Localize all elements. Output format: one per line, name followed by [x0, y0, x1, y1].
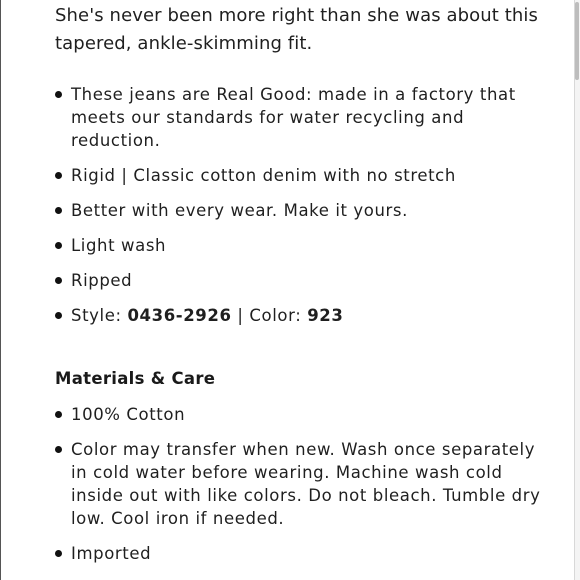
scrollbar-thumb[interactable] [575, 2, 579, 80]
bullet-icon [55, 242, 62, 249]
list-item [55, 542, 555, 565]
bullet-icon [55, 446, 62, 453]
color-label: Color: [249, 306, 308, 325]
feature-text: Ripped [71, 271, 133, 290]
color-number: 923 [307, 306, 344, 325]
bullet-icon [55, 312, 62, 319]
bullet-icon [55, 277, 62, 284]
list-item [55, 164, 555, 187]
list-item [55, 199, 555, 222]
bullet-icon [55, 91, 62, 98]
intro-text: She's never been more right than she was about this tapered, ankle-skimming fit. [55, 5, 539, 54]
style-number: 0436-2926 [127, 306, 232, 325]
list-item [55, 403, 555, 426]
list-item [55, 269, 555, 292]
feature-text: These jeans are Real Good: made in a factory that meets our standards for water recycling and reduction. [71, 85, 516, 150]
bullet-icon [55, 172, 62, 179]
bullet-icon [55, 207, 62, 214]
list-item [55, 438, 555, 530]
materials-list [55, 403, 555, 565]
scrollbar[interactable] [574, 0, 580, 580]
materials-heading: Materials & Care [55, 369, 216, 388]
feature-text: Rigid | Classic cotton denim with no stretch [71, 166, 456, 185]
list-item [55, 234, 555, 257]
style-label: Style: [71, 306, 128, 325]
feature-text: Better with every wear. Make it yours. [71, 201, 408, 220]
style-color-item [55, 304, 555, 327]
material-text: 100% Cotton [71, 405, 186, 424]
care-text: Color may transfer when new. Wash once separately in cold water before wearing. Machine wash cold inside out with like colors. Do not bleach. Tumble dry low. Cool iron if needed. [71, 440, 541, 528]
bullet-icon [55, 411, 62, 418]
list-item [55, 83, 555, 152]
bullet-icon [55, 550, 62, 557]
feature-text: Light wash [71, 236, 167, 255]
separator: | [231, 306, 250, 325]
origin-text: Imported [71, 544, 152, 563]
feature-list [55, 83, 555, 327]
product-description [55, 2, 555, 577]
